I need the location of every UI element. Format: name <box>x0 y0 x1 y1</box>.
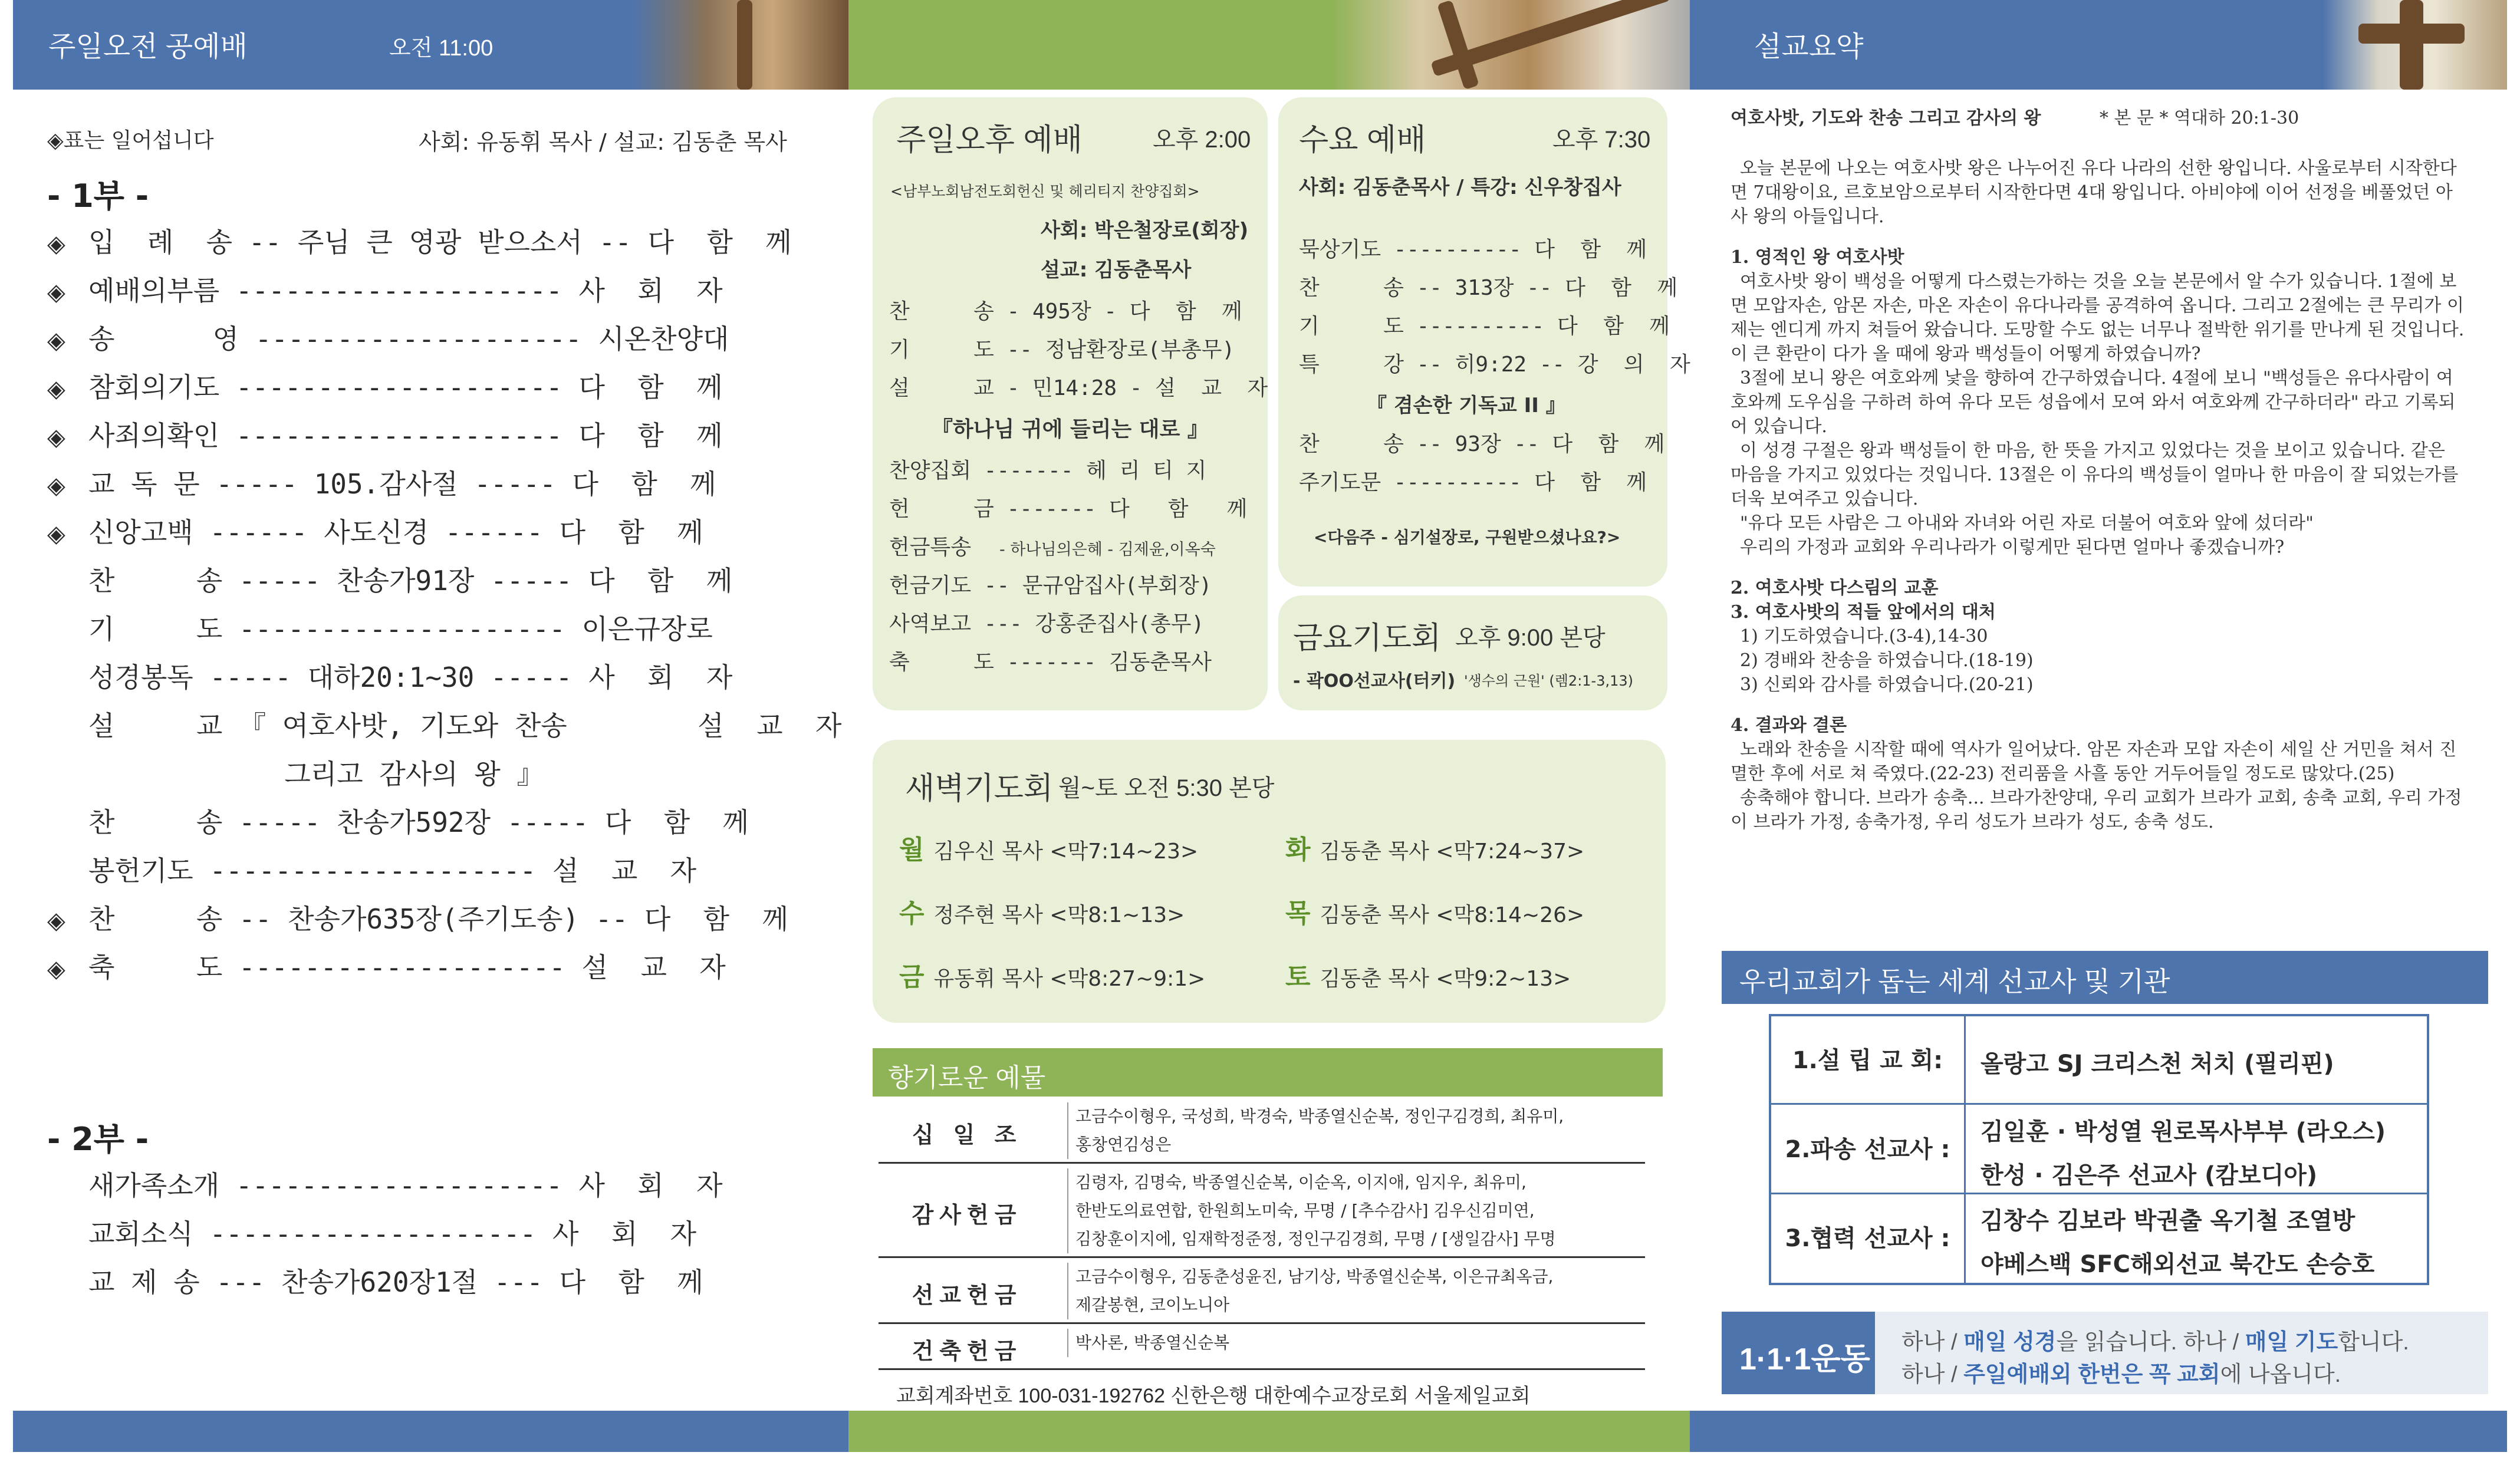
morning-service-time: 오전 11:00 <box>389 36 494 61</box>
dawn-title: 새벽기도회 <box>905 772 1054 806</box>
offering-name-line: 고금수이형우, 국성희, 박경숙, 박종열신순복, 정인구김경희, 최유미, <box>1075 1107 1564 1126</box>
service-row-text: 송 영 -------------------- 시온찬양대 <box>88 323 729 355</box>
afternoon-offering-song-detail: - 하나님의은혜 - 김제윤,이옥숙 <box>999 541 1216 559</box>
afternoon-row-1: 찬 송 - 495장 - 다 함 께 <box>889 299 1242 324</box>
mission-value: 야베스백 SFC해외선교 북간도 손승호 <box>1981 1251 2375 1278</box>
service-row-text: 봉헌기도 -------------------- 설 교 자 <box>88 855 697 887</box>
campaign-line-2: 하나 / 주일예배외 한번은 꼭 교회에 나옵니다. <box>1901 1362 2341 1387</box>
dawn-preacher: 정주현 목사 <막8:1~13> <box>933 903 1185 927</box>
wednesday-row-6: 주기도문 ---------- 다 함 께 <box>1299 470 1647 495</box>
standing-mark-icon: ◈ <box>47 327 65 354</box>
sermon-paragraph: 송축해야 합니다. 브라가 송축... 브라가찬양대, 우리 교회가 브라가 교회, 송축 교회, 우리 가정이 브라가 가정, 송축가정, 우리 성도가 브라가 성도, 송축 성도. <box>1731 788 2462 832</box>
sermon-paragraph: 3) 신뢰와 감사를 하였습니다.(20-21) <box>1740 674 2034 695</box>
afternoon-row-4: 찬양집회 ------- 헤 리 티 지 <box>889 459 1207 483</box>
sermon-heading-line <box>1731 106 2468 130</box>
sermon-text-reference: * 본 문 * 역대하 20:1-30 <box>2099 108 2299 129</box>
service-row-text: 예배의부름 -------------------- 사 회 자 <box>88 275 723 307</box>
service-row <box>47 1213 814 1261</box>
offering-name-line: 김창훈이지에, 임재학정준정, 정인구김경희, 무명 / [생일감사] 무명 <box>1075 1229 1556 1249</box>
wednesday-row-4: 특 강 -- 히9:22 -- 강 의 자 <box>1299 353 1690 377</box>
header-photo-middle <box>1333 0 1690 90</box>
sermon-paragraph: 2) 경배와 찬송을 하였습니다.(18-19) <box>1740 650 2034 671</box>
service-row-text: 교회소식 -------------------- 사 회 자 <box>88 1218 697 1250</box>
standing-mark-icon: ◈ <box>47 907 65 934</box>
service-row <box>47 1164 814 1213</box>
wednesday-row-2: 찬 송 -- 313장 -- 다 함 께 <box>1299 276 1678 300</box>
dawn-preacher: 김우신 목사 <막7:14~23> <box>933 839 1199 864</box>
service-row-text: 교 제 송 --- 찬송가620장1절 --- 다 함 께 <box>88 1266 703 1298</box>
offering-name-line: 홍창연김성은 <box>1075 1135 1172 1154</box>
mission-label: 1.설 립 교 회: <box>1771 1016 1966 1105</box>
part1-heading: - 1부 - <box>47 177 149 215</box>
afternoon-service-panel <box>873 97 1268 710</box>
dawn-day: 화 <box>1285 835 1311 865</box>
afternoon-row-5: 헌 금 ------- 다 함 께 <box>889 497 1248 521</box>
afternoon-row-3: 설 교 - 민14:28 - 설 교 자 <box>889 376 1268 400</box>
footer-bar-left <box>13 1411 848 1452</box>
service-row <box>47 704 842 753</box>
wednesday-lecture-title: 『 겸손한 기독교 II 』 <box>1367 394 1566 417</box>
friday-title: 금요기도회 <box>1293 621 1442 656</box>
mission-value: 김창수 김보라 박권출 옥기철 조열방 <box>1981 1207 2355 1234</box>
sermon-paragraph: 1. 영적인 왕 여호사밧 <box>1731 247 1904 268</box>
service-row <box>47 269 814 318</box>
afternoon-preacher: 설교: 김동춘목사 <box>1041 258 1192 282</box>
dawn-day: 월 <box>899 835 925 865</box>
offering-row <box>879 1164 1645 1258</box>
friday-time: 오후 9:00 본당 <box>1455 625 1606 651</box>
service-row <box>47 656 814 704</box>
afternoon-host: 사회: 박은철장로(회장) <box>1041 219 1249 242</box>
service-row-text: 참회의기도 -------------------- 다 함 께 <box>88 371 723 403</box>
sermon-title: 여호사밧, 기도와 찬송 그리고 감사의 왕 <box>1731 108 2041 129</box>
dawn-day: 수 <box>899 898 925 928</box>
offering-name-line: 한반도의료연합, 한원희노미숙, 무명 / [추수감사] 김우신김미연, <box>1075 1201 1535 1220</box>
offering-names <box>1067 1263 1645 1319</box>
wednesday-row-5: 찬 송 -- 93장 -- 다 함 께 <box>1299 432 1665 456</box>
standing-note: ◈표는 일어섭니다 <box>47 129 214 153</box>
mission-label: 2.파송 선교사 : <box>1771 1105 1966 1194</box>
offerings-header: 향기로운 예물 <box>873 1048 1663 1096</box>
service-row-text: 축 도 -------------------- 설 교 자 <box>88 951 726 983</box>
service-row-text: 설 교 『 여호사밧, 기도와 찬송 설 교 자 <box>88 710 842 742</box>
dawn-preacher: 유동휘 목사 <막8:27~9:1> <box>933 967 1206 991</box>
service-row-text: 기 도 -------------------- 이은규장로 <box>88 613 713 645</box>
service-row-text: 성경봉독 ----- 대하20:1~30 ----- 사 회 자 <box>88 661 733 693</box>
service-row <box>47 1261 814 1309</box>
friday-detail: - 곽OO선교사(터키) <box>1293 671 1456 692</box>
service-row-text: 찬 송 ----- 찬송가91장 ----- 다 함 께 <box>88 565 733 597</box>
afternoon-row-8: 축 도 ------- 김동춘목사 <box>889 650 1212 674</box>
service-row-text: 새가족소개 -------------------- 사 회 자 <box>88 1170 723 1201</box>
service-row <box>47 946 814 995</box>
afternoon-row-2: 기 도 -- 정남환장로(부총무) <box>889 338 1235 362</box>
dawn-preacher: 김동춘 목사 <막8:14~26> <box>1320 903 1585 927</box>
dawn-row <box>899 892 1185 930</box>
offering-name-line: 고금수이형우, 김동춘성윤진, 남기상, 박종열신순복, 이은규최옥금, <box>1075 1267 1554 1286</box>
offering-names <box>1067 1329 1645 1357</box>
offering-name-line: 제갈봉현, 코이노니아 <box>1075 1295 1230 1315</box>
standing-mark-icon: ◈ <box>47 956 65 983</box>
dawn-row <box>1285 828 1584 866</box>
friday-prayer-panel <box>1278 595 1667 710</box>
missions-header: 우리교회가 돕는 세계 선교사 및 기관 <box>1722 951 2488 1004</box>
service-row <box>47 318 814 366</box>
part2-heading: - 2부 - <box>47 1121 149 1158</box>
wednesday-leaders: 사회: 김동춘목사 / 특강: 신우창집사 <box>1299 176 1621 199</box>
dawn-prayer-panel <box>873 740 1666 1023</box>
offering-names <box>1067 1168 1645 1253</box>
wednesday-row-3: 기 도 ---------- 다 함 께 <box>1299 314 1670 338</box>
offering-label: 감사헌금 <box>912 1202 1022 1228</box>
sermon-paragraph: "유다 모든 사람은 그 아내와 자녀와 어린 자로 더불어 여호와 앞에 섰더라" <box>1740 513 2314 534</box>
service-leaders: 사회: 유동휘 목사 / 설교: 김동춘 목사 <box>419 129 787 155</box>
wednesday-time: 오후 7:30 <box>1552 127 1651 153</box>
afternoon-offering-song-label: 헌금특송 <box>889 535 972 559</box>
offering-row <box>879 1324 1645 1370</box>
wednesday-next-week: <다음주 - 심기설장로, 구원받으셨나요?> <box>1314 528 1621 547</box>
service-row <box>47 221 814 269</box>
mission-row <box>1771 1016 2427 1105</box>
mission-row <box>1771 1194 2427 1283</box>
sermon-paragraph: 3. 여호사밧의 적들 앞에서의 대처 <box>1731 602 1996 623</box>
mission-label: 3.협력 선교사 : <box>1771 1194 1966 1283</box>
dawn-row <box>899 956 1205 993</box>
sermon-paragraph: 2. 여호사밧 다스림의 교훈 <box>1731 578 1939 598</box>
service-row <box>47 366 814 414</box>
dawn-row <box>1285 956 1571 993</box>
service-row <box>47 801 814 849</box>
sermon-body <box>1731 156 2468 834</box>
offering-label: 건축헌금 <box>912 1338 1022 1364</box>
header-photo-left <box>631 0 848 90</box>
missions-table <box>1769 1014 2429 1285</box>
afternoon-title: 주일오후 예배 <box>896 123 1083 157</box>
sermon-summary-title: 설교요약 <box>1754 31 1864 62</box>
offering-label: 선교헌금 <box>912 1282 1022 1308</box>
standing-mark-icon: ◈ <box>47 521 65 548</box>
sermon-paragraph: 3절에 보니 왕은 여호와께 낯을 향하여 간구하였습니다. 4절에 보니 "백성들은 유다사람이 여호와께 도우심을 구하려 하여 유다 모든 성읍에서 모여 와서 여호와께 간구하더라" 라고 기록되어 있습니다. <box>1731 368 2456 437</box>
service-row <box>47 608 814 656</box>
mission-row <box>1771 1105 2427 1194</box>
offering-row <box>879 1098 1645 1164</box>
service-row <box>47 511 814 559</box>
service-row-text: 사죄의확인 -------------------- 다 함 께 <box>88 420 723 452</box>
dawn-day: 금 <box>899 962 925 992</box>
campaign-box <box>1722 1312 2488 1394</box>
wednesday-service-panel <box>1278 97 1690 587</box>
sermon-paragraph: 1) 기도하였습니다.(3-4),14-30 <box>1740 626 1988 647</box>
service-row-text: 교 독 문 ----- 105.감사절 ----- 다 함 께 <box>88 468 716 500</box>
sermon-paragraph: 오늘 본문에 나오는 여호사밧 왕은 나누어진 유다 나라의 선한 왕입니다. 사울로부터 시작한다면 7대왕이요, 르호보암으로부터 시작한다면 4대 왕입니다. 아비야에 이어 선정을 베풀었던 아사 왕의 아들입니다. <box>1731 158 2457 227</box>
mission-value: 한성 · 김은주 선교사 (캄보디아) <box>1981 1162 2318 1189</box>
standing-mark-icon: ◈ <box>47 472 65 499</box>
service-row-text: 찬 송 -- 찬송가635장(주기도송) -- 다 함 께 <box>88 903 788 935</box>
afternoon-sermon-title: 『하나님 귀에 들리는 대로 』 <box>932 417 1209 442</box>
offering-name-line: 김령자, 김명숙, 박종열신순복, 이순옥, 이지애, 임지우, 최유미, <box>1075 1173 1527 1192</box>
dawn-time: 월~토 오전 5:30 본당 <box>1058 775 1275 801</box>
header-photo-right <box>2323 0 2507 90</box>
offering-row <box>879 1258 1645 1324</box>
friday-detail-small: '생수의 근원' (렘2:1-3,13) <box>1464 673 1634 689</box>
wednesday-row-1: 묵상기도 ---------- 다 함 께 <box>1299 238 1647 262</box>
offering-label: 십 일 조 <box>912 1122 1022 1148</box>
offering-names <box>1067 1102 1645 1159</box>
morning-service-title: 주일오전 공예배 <box>48 31 248 62</box>
standing-mark-icon: ◈ <box>47 279 65 306</box>
dawn-row <box>899 828 1198 866</box>
mission-value: 올랑고 SJ 크리스천 처치 (필리핀) <box>1981 1051 2334 1078</box>
service-row <box>47 559 814 608</box>
mission-value: 김일훈 · 박성열 원로목사부부 (라오스) <box>1981 1118 2386 1145</box>
bank-account: 교회계좌번호 100-031-192762 신한은행 대한예수교장로회 서울제일교회 <box>896 1385 1531 1407</box>
afternoon-time: 오후 2:00 <box>1153 127 1251 153</box>
service-row-text: 입 례 송 -- 주님 큰 영광 받으소서 -- 다 함 께 <box>88 226 792 258</box>
campaign-label: 1·1·1운동 <box>1722 1312 1875 1394</box>
service-row-text: 그리고 감사의 왕 』 <box>88 758 544 790</box>
standing-mark-icon: ◈ <box>47 376 65 403</box>
standing-mark-icon: ◈ <box>47 231 65 258</box>
dawn-day: 목 <box>1285 898 1311 928</box>
dawn-preacher: 김동춘 목사 <막9:2~13> <box>1320 967 1571 991</box>
dawn-day: 토 <box>1285 962 1311 992</box>
afternoon-event: <남부노회남전도회헌신 및 헤리티지 찬양집회> <box>890 183 1200 200</box>
service-row-text: 신앙고백 ------ 사도신경 ------ 다 함 께 <box>88 516 703 548</box>
offering-name-line: 박사론, 박종열신순복 <box>1075 1333 1230 1352</box>
service-row-text: 찬 송 ----- 찬송가592장 ----- 다 함 께 <box>88 806 749 838</box>
dawn-row <box>1285 892 1584 930</box>
footer-bar-middle <box>848 1411 1690 1452</box>
campaign-line-1: 하나 / 매일 성경을 읽습니다. 하나 / 매일 기도합니다. <box>1901 1330 2409 1355</box>
dawn-preacher: 김동춘 목사 <막7:24~37> <box>1320 839 1585 864</box>
sermon-paragraph: 우리의 가정과 교회와 우리나라가 이렇게만 된다면 얼마나 좋겠습니까? <box>1740 537 2285 558</box>
afternoon-row-6: 헌금기도 -- 문규암집사(부회장) <box>889 574 1212 598</box>
sermon-paragraph: 여호사밧 왕이 백성을 어떻게 다스렸는가하는 것을 오늘 본문에서 알 수가 있습니다. 1절에 보면 모압자손, 암몬 자손, 마온 자손이 유다나라를 공격하여 옵니다. 그리고 2절에는 큰 무리가 이제는 엔디게 까지 쳐들어 왔습니다. 도망할 수도 없는 너무나 절박한 위기를 만나게 된 것입니다. 이 큰 환란이 다가 올 때에 왕과 백성들이 어떻게 하였습니까? <box>1731 271 2465 364</box>
service-row <box>47 414 814 463</box>
sermon-paragraph: 4. 결과와 결론 <box>1731 715 1847 736</box>
service-row <box>47 753 814 801</box>
wednesday-title: 수요 예배 <box>1299 123 1426 157</box>
afternoon-row-7: 사역보고 --- 강홍준집사(총무) <box>889 612 1205 636</box>
standing-mark-icon: ◈ <box>47 424 65 451</box>
service-row <box>47 463 814 511</box>
service-row <box>47 849 814 898</box>
service-row <box>47 898 814 946</box>
sermon-paragraph: 노래와 찬송을 시작할 때에 역사가 일어났다. 암몬 자손과 모압 자손이 세일 산 거민을 쳐서 진멸한 후에 서로 쳐 죽였다.(22-23) 전리품을 사흘 동안 거두어들일 정도로 많았다.(25) <box>1731 739 2457 784</box>
footer-bar-right <box>1690 1411 2507 1452</box>
sermon-paragraph: 이 성경 구절은 왕과 백성들이 한 마음, 한 뜻을 가지고 있었다는 것을 보이고 있습니다. 같은 마음을 가지고 있었다는 것입니다. 13절은 이 유다의 백성들이 얼마나 한 마음이 잘 되었는가를 더욱 보여주고 있습니다. <box>1731 440 2459 509</box>
